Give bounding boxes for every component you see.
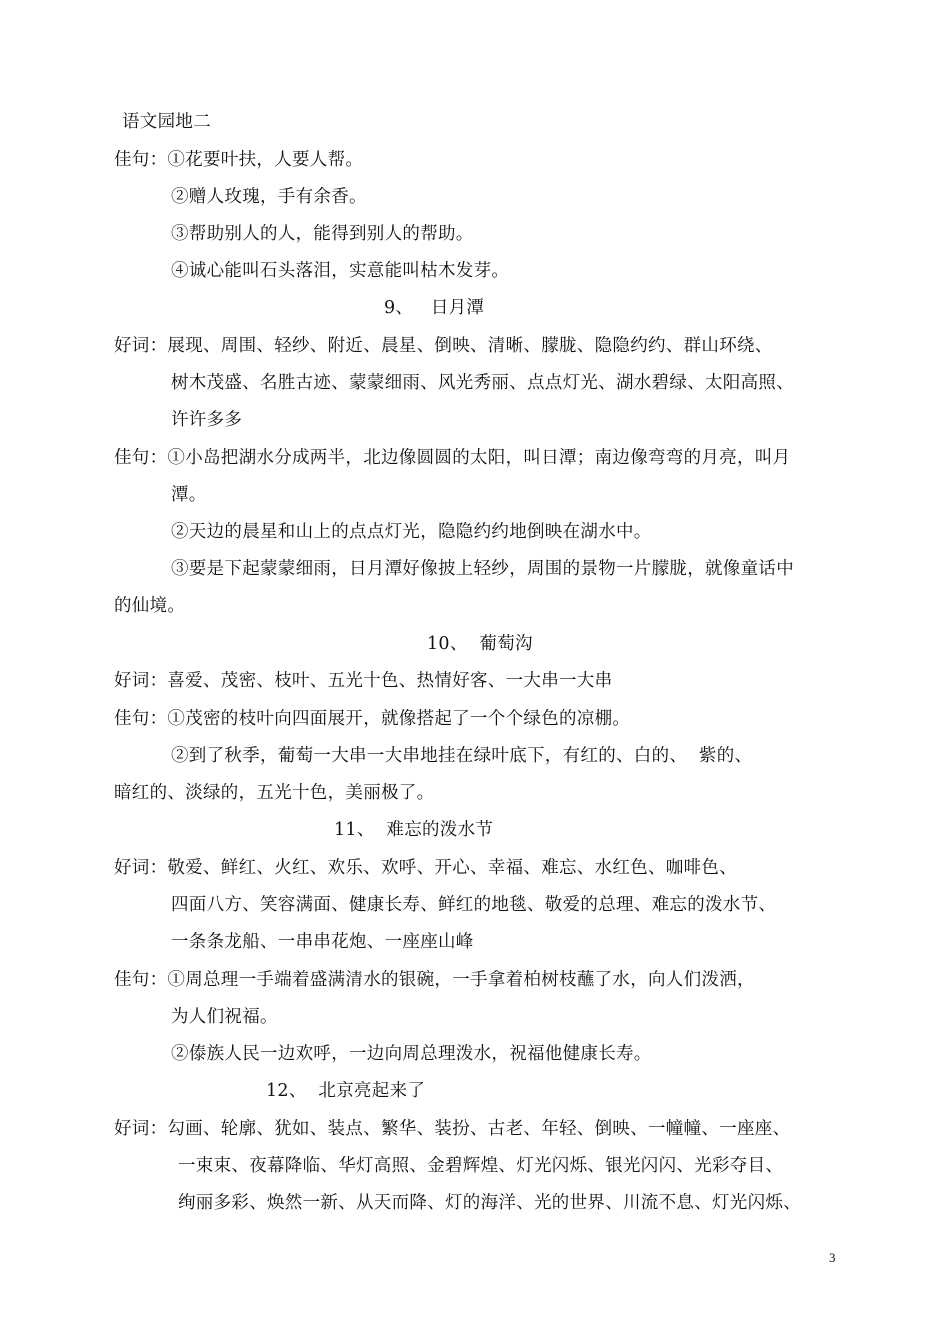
- text-line: ②天边的晨星和山上的点点灯光，隐隐约约地倒映在湖水中。: [171, 522, 652, 542]
- lesson-heading: 9、 日月潭: [384, 298, 485, 318]
- text-line: 绚丽多彩、焕然一新、从天而降、灯的海洋、光的世界、川流不息、灯光闪烁、: [178, 1193, 801, 1213]
- lesson-heading: 10、 葡萄沟: [427, 634, 533, 654]
- text-line: 好词：敬爱、鲜红、火红、欢乐、欢呼、开心、幸福、难忘、水红色、咖啡色、: [114, 858, 737, 878]
- text-line: ③帮助别人的人，能得到别人的帮助。: [171, 224, 474, 244]
- text-line: 好词：喜爱、茂密、枝叶、五光十色、热情好客、一大串一大串: [114, 671, 613, 691]
- page-number: 3: [829, 1250, 836, 1265]
- text-line: 潭。: [171, 485, 207, 505]
- text-line: 树木茂盛、名胜古迹、蒙蒙细雨、风光秀丽、点点灯光、湖水碧绿、太阳高照、: [171, 373, 794, 393]
- text-line: 佳句：①花要叶扶，人要人帮。: [114, 150, 364, 170]
- text-line: ②到了秋季，葡萄一大串一大串地挂在绿叶底下，有红的、白的、 紫的、: [171, 746, 753, 766]
- text-line: 四面八方、笑容满面、健康长寿、鲜红的地毯、敬爱的总理、难忘的泼水节、: [171, 895, 777, 915]
- text-line: ②赠人玫瑰，手有余香。: [171, 187, 367, 207]
- text-line: 许许多多: [171, 410, 243, 430]
- text-line: 一条条龙船、一串串花炮、一座座山峰: [171, 932, 474, 952]
- text-line: 为人们祝福。: [171, 1007, 278, 1027]
- text-line: 佳句：①周总理一手端着盛满清水的银碗，一手拿着柏树枝蘸了水，向人们泼洒，: [114, 970, 755, 990]
- text-line: ②傣族人民一边欢呼，一边向周总理泼水，祝福他健康长寿。: [171, 1044, 652, 1064]
- lesson-heading: 12、 北京亮起来了: [266, 1081, 426, 1101]
- lesson-heading: 11、 难忘的泼水节: [334, 820, 494, 840]
- text-line: 的仙境。: [114, 596, 186, 616]
- text-line: 好词：展现、周围、轻纱、附近、晨星、倒映、清晰、朦胧、隐隐约约、群山环绕、: [114, 336, 773, 356]
- text-line: ③要是下起蒙蒙细雨，日月潭好像披上轻纱，周围的景物一片朦胧，就像童话中: [171, 559, 794, 579]
- text-line: 佳句：①茂密的枝叶向四面展开，就像搭起了一个个绿色的凉棚。: [114, 709, 631, 729]
- text-line: 佳句：①小岛把湖水分成两半，北边像圆圆的太阳，叫日潭；南边像弯弯的月亮，叫月: [114, 448, 791, 468]
- section-title: 语文园地二: [122, 112, 211, 132]
- text-line: 暗红的、淡绿的，五光十色，美丽极了。: [114, 783, 435, 803]
- text-line: 好词：勾画、轮廓、犹如、装点、繁华、装扮、古老、年轻、倒映、一幢幢、一座座、: [114, 1119, 791, 1139]
- text-line: 一束束、夜幕降临、华灯高照、金碧辉煌、灯光闪烁、银光闪闪、光彩夺目、: [178, 1156, 784, 1176]
- text-line: ④诚心能叫石头落泪，实意能叫枯木发芽。: [171, 261, 510, 281]
